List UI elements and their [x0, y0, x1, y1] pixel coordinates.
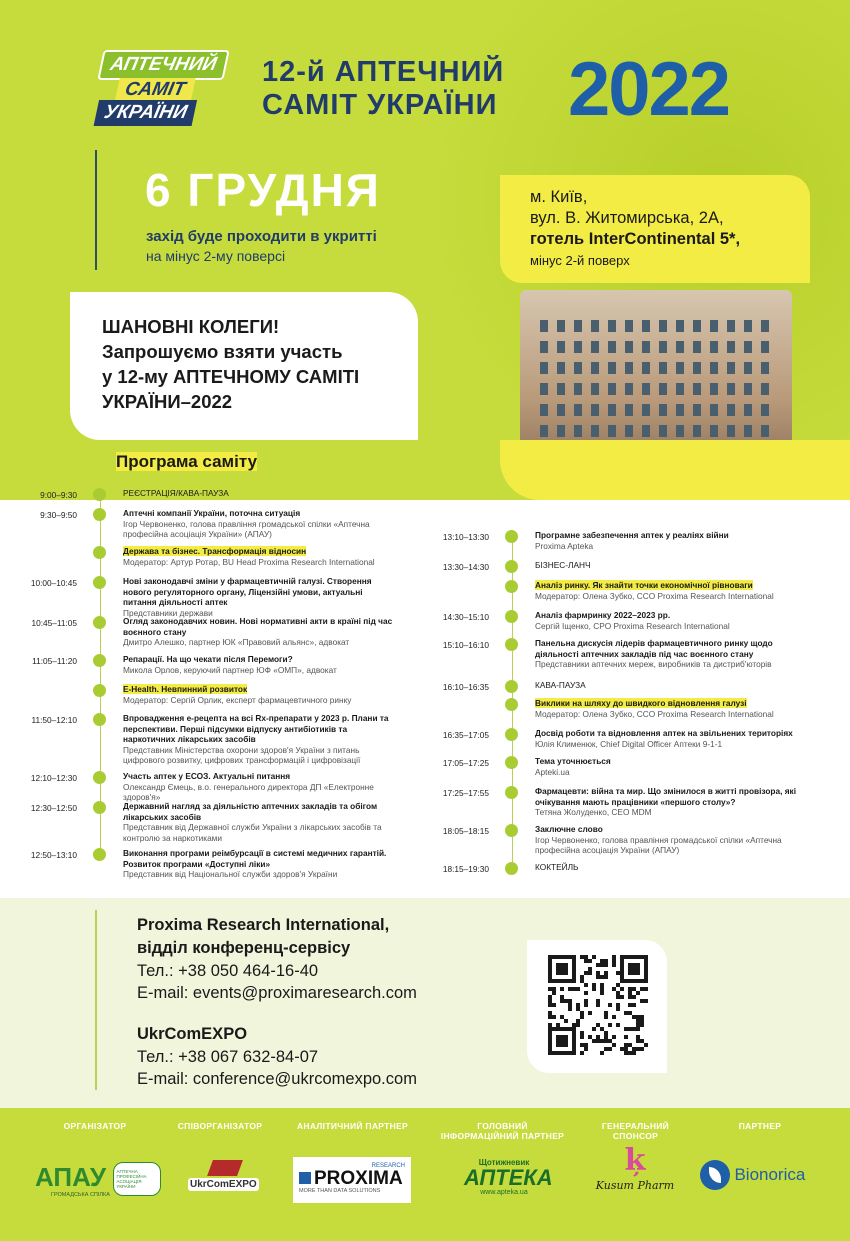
program-item-speaker: Модератор: Олена Зубко, CCO Proxima Research International: [535, 708, 774, 719]
hotel-window: [625, 362, 633, 374]
qr-module: [644, 1043, 648, 1047]
program-right-column: [427, 530, 827, 890]
program-item-time: 11:50–12:10: [31, 715, 77, 725]
hotel-window: [744, 383, 752, 395]
apteka-logo[interactable]: Щотижневик АПТЕКА www.apteka.ua: [464, 1158, 553, 1196]
hotel-window: [608, 341, 616, 353]
program-item-title: Репарації. На що чекати після Перемоги?: [123, 654, 293, 664]
timeline-dot-icon: [93, 654, 106, 667]
program-item-time: 9:00–9:30: [40, 490, 77, 500]
hotel-window: [659, 341, 667, 353]
qr-module: [604, 963, 608, 967]
program-item-time: 15:10–16:10: [442, 640, 489, 650]
qr-module: [612, 963, 616, 967]
hotel-window: [591, 383, 599, 395]
hotel-window: [761, 320, 769, 332]
hotel-window: [540, 404, 548, 416]
program-item-content: [535, 530, 805, 551]
program-item-title: Нові законодавчі зміни у фармацевтичній галузі. Створення нового регуляторного органу, Ліцензійні умови, актуальні питання діяльності аптек: [123, 576, 372, 607]
hotel-window: [591, 404, 599, 416]
label-info-partner: ГОЛОВНИЙ ІНФОРМАЦІЙНИЙ ПАРТНЕР: [440, 1121, 565, 1141]
hotel-window: [676, 404, 684, 416]
program-item-speaker: Представник Міністерства охорони здоров'я України з питань цифрового розвитку, цифрових трансформацій і цифровізації: [123, 744, 361, 765]
program-item-speaker: Модератор: Артур Ротар, BU Head Proxima Research International: [123, 556, 375, 567]
program-item-title: Впровадження е-рецепта на всі Rx-препарати у 2023 р. Плани та перспективи. Перші підсумки відпуску антибіотиків та наркотичних лікарських засобів: [123, 713, 389, 744]
program-item-time: 14:30–15:10: [442, 612, 489, 622]
qr-module: [576, 987, 580, 991]
qr-module: [612, 1015, 616, 1019]
qr-module: [608, 1023, 612, 1027]
qr-module: [600, 991, 604, 995]
event-year: 2022: [568, 47, 730, 132]
timeline-dot-icon: [93, 508, 106, 521]
program-item-content: [535, 560, 805, 571]
contacts-divider: [95, 910, 97, 1090]
program-item-title: Держава та бізнес. Трансформація відносин: [123, 546, 307, 556]
program-item-title: КАВА-ПАУЗА: [535, 680, 586, 690]
qr-module: [612, 1043, 616, 1047]
hotel-window: [744, 425, 752, 437]
qr-module: [620, 995, 624, 999]
hotel-window: [557, 404, 565, 416]
qr-module: [592, 987, 596, 991]
qr-module: [588, 959, 592, 963]
program-item-time: 10:00–10:45: [30, 578, 77, 588]
hotel-window: [574, 362, 582, 374]
program-item-time: 17:25–17:55: [442, 788, 489, 798]
program-item-content: [123, 546, 393, 567]
program-item-speaker: Сергій Іщенко, CPO Proxima Research International: [535, 620, 730, 631]
qr-module: [556, 1023, 560, 1027]
program-item-title: Виконання програми реімбурсації в системі медичних гарантій. Розвиток програми «Доступні ліки»: [123, 848, 387, 869]
timeline-dot-icon: [93, 616, 106, 629]
timeline-dot-icon: [93, 771, 106, 784]
qr-finder: [556, 1035, 568, 1047]
program-item-title: Участь аптек у ЕСОЗ. Актуальні питання: [123, 771, 291, 781]
program-item-time: 12:30–12:50: [30, 803, 77, 813]
proxima-logo[interactable]: RESEARCH PROXIMA MORE THAN DATA SOLUTIONS: [293, 1157, 411, 1203]
program-item-speaker: Тетяна Жолуденко, CEO MDM: [535, 807, 652, 817]
hotel-window: [710, 404, 718, 416]
hotel-window: [676, 362, 684, 374]
qr-module: [552, 1003, 556, 1007]
timeline-dot-icon: [93, 488, 106, 501]
qr-module: [616, 1007, 620, 1011]
program-item-time: 13:30–14:30: [442, 562, 489, 572]
yellow-band: [500, 440, 850, 500]
hotel-window: [744, 320, 752, 332]
qr-module: [640, 1023, 644, 1027]
program-item-time: 18:15–19:30: [442, 864, 489, 874]
program-item-content: [123, 616, 393, 648]
hotel-window: [574, 425, 582, 437]
hotel-window: [727, 362, 735, 374]
hotel-window: [693, 425, 701, 437]
invitation-box: ШАНОВНІ КОЛЕГИ! Запрошуємо взяти участь у 12-му АПТЕЧНОМУ САМІТІ УКРАЇНИ–2022: [70, 292, 418, 440]
program-item-speaker: Proxima Apteka: [535, 540, 594, 551]
label-co-organizer: СПІВОРГАНІЗАТОР: [177, 1121, 263, 1131]
qr-module: [596, 1003, 600, 1007]
bionorica-logo[interactable]: Bionorica: [700, 1160, 820, 1190]
kusum-emblem-icon: ķ: [624, 1143, 646, 1178]
timeline-dot-icon: [505, 824, 518, 837]
hotel-window: [540, 320, 548, 332]
program-item-title: Державний нагляд за діяльністю аптечних закладів та обігом лікарських засобів: [123, 801, 378, 822]
hotel-window: [676, 383, 684, 395]
qr-module: [636, 991, 640, 995]
hotel-window: [608, 362, 616, 374]
program-item-content: [123, 654, 393, 675]
qr-finder: [556, 963, 568, 975]
program-item-speaker: Представники аптечних мереж, виробників та дистриб'юторів: [535, 659, 772, 669]
qr-module: [576, 1023, 580, 1027]
hotel-window: [574, 341, 582, 353]
apau-logo[interactable]: АПАУ АПТЕЧНА ПРОФЕСІЙНА АСОЦІАЦІЯ УКРАЇНИ ГРОМАДСЬКА СПІЛКА: [35, 1162, 161, 1198]
program-item-title: БІЗНЕС-ЛАНЧ: [535, 560, 591, 570]
qr-module: [612, 1035, 616, 1039]
program-item-time: 11:05–11:20: [32, 656, 77, 666]
hotel-window: [540, 383, 548, 395]
hotel-window: [693, 341, 701, 353]
qr-module: [604, 1015, 608, 1019]
timeline-dot-icon: [505, 560, 518, 573]
hotel-window: [642, 362, 650, 374]
hotel-window: [727, 383, 735, 395]
hotel-window: [574, 383, 582, 395]
program-item-speaker: Ігор Червоненко, голова правління громадської спілки «Аптечна професійна асоціація України» (АПАУ): [123, 518, 370, 539]
hotel-window: [608, 383, 616, 395]
hotel-window: [693, 404, 701, 416]
hotel-window: [693, 320, 701, 332]
program-item-content: [123, 508, 393, 540]
program-item-title: Аналіз фармринку 2022–2023 рр.: [535, 610, 671, 620]
date-note-floor: на мінус 2-му поверсі: [146, 248, 286, 264]
kusum-logo[interactable]: ķ Kusum Pharm: [590, 1145, 680, 1192]
qr-module: [644, 987, 648, 991]
hotel-window: [659, 404, 667, 416]
bionorica-leaf-icon: [700, 1160, 730, 1190]
timeline-dot-icon: [505, 728, 518, 741]
hotel-window: [608, 425, 616, 437]
timeline-dot-icon: [505, 638, 518, 651]
hotel-window: [625, 383, 633, 395]
timeline-dot-icon: [505, 862, 518, 875]
hotel-window: [761, 383, 769, 395]
program-item-content: [535, 698, 805, 719]
contact-org2: UkrComEXPO: [137, 1025, 248, 1043]
hotel-window: [676, 425, 684, 437]
timeline-dot-icon: [93, 684, 106, 697]
program-item-content: [123, 684, 393, 705]
program-item-speaker: Микола Орлов, керуючий партнер ЮФ «ОМП», адвокат: [123, 664, 337, 675]
hotel-window: [540, 362, 548, 374]
hotel-window: [642, 383, 650, 395]
program-item-time: 17:05–17:25: [442, 758, 489, 768]
hotel-window: [642, 341, 650, 353]
hotel-window: [608, 404, 616, 416]
timeline-dot-icon: [505, 530, 518, 543]
program-item-title: Огляд законодавчих новин. Нові нормативні акти в країні під час воєнного стану: [123, 616, 393, 637]
timeline-dot-icon: [505, 786, 518, 799]
hotel-window: [710, 362, 718, 374]
timeline-dot-icon: [93, 713, 106, 726]
hotel-window: [591, 320, 599, 332]
program-item-time: 16:35–17:05: [442, 730, 489, 740]
program-item-content: [535, 610, 805, 631]
venue-box: м. Київ, вул. В. Житомирська, 2А, готель InterContinental 5*, мінус 2-й поверх: [500, 175, 810, 283]
qr-module: [552, 991, 556, 995]
program-item-time: 10:45–11:05: [31, 618, 77, 628]
qr-module: [592, 1027, 596, 1031]
program-item-title: Програмне забезпечення аптек у реаліях війни: [535, 530, 729, 540]
program-item-speaker: Дмитро Алешко, партнер ЮК «Правовий альянс», адвокат: [123, 637, 350, 647]
hotel-window: [659, 425, 667, 437]
qr-module: [624, 1035, 628, 1039]
program-title: Програма саміту: [116, 452, 258, 471]
hotel-window: [591, 341, 599, 353]
program-item-content: [535, 580, 805, 601]
label-analytic-partner: АНАЛІТИЧНИЙ ПАРТНЕР: [296, 1121, 408, 1131]
summit-logo: АПТЕЧНИЙ САМІТ УКРАЇНИ: [86, 50, 238, 132]
qr-module: [592, 955, 596, 959]
program-item-title: Аналіз ринку. Як знайти точки економічної рівноваги: [535, 580, 753, 590]
hotel-window: [591, 425, 599, 437]
program-item-title: Панельна дискусія лідерів фармацевтичного ринку щодо діяльності аптечних закладів під час воєнного стану: [535, 638, 773, 659]
event-title: 12-й АПТЕЧНИЙ САМІТ УКРАЇНИ: [262, 56, 505, 121]
program-item-title: КОКТЕЙЛЬ: [535, 862, 579, 872]
qr-module: [632, 1051, 636, 1055]
program-item-title: Фармацевти: війна та мир. Що змінилося в житті провізора, які очікування мають працівники «першого столу»?: [535, 786, 797, 807]
hotel-window: [642, 404, 650, 416]
program-item-content: [123, 576, 393, 618]
contact-org1: Proxima Research International,: [137, 916, 390, 934]
program-item-title: Тема уточнюється: [535, 756, 611, 766]
hotel-window: [744, 341, 752, 353]
qr-module: [608, 1047, 612, 1051]
qr-module: [580, 1015, 584, 1019]
hotel-window: [625, 320, 633, 332]
hotel-window: [761, 362, 769, 374]
program-item-time: 9:30–9:50: [40, 510, 77, 520]
hotel-window: [642, 425, 650, 437]
contact-email2[interactable]: E-mail: conference@ukrcomexpo.com: [137, 1070, 417, 1088]
program-item-content: [123, 771, 393, 803]
program-item-content: [535, 786, 805, 818]
hotel-window: [710, 383, 718, 395]
timeline-dot-icon: [93, 546, 106, 559]
timeline-dot-icon: [505, 698, 518, 711]
qr-module: [616, 971, 620, 975]
timeline-dot-icon: [505, 580, 518, 593]
program-item-speaker: Представник від Державної служби України з лікарських засобів та контролю за наркотиками: [123, 822, 382, 843]
program-item-time: 12:10–12:30: [30, 773, 77, 783]
program-left-column: [15, 488, 415, 888]
label-partner: ПАРТНЕР: [738, 1121, 782, 1131]
qr-finder: [628, 963, 640, 975]
hotel-window: [676, 341, 684, 353]
qr-module: [620, 987, 624, 991]
hotel-window: [710, 320, 718, 332]
program-item-content: [535, 680, 805, 691]
qr-module: [580, 1035, 584, 1039]
timeline-dot-icon: [93, 576, 106, 589]
program-item-title: E-Health. Невпинний розвиток: [123, 684, 248, 694]
ukrcomexpo-logo[interactable]: UkrComEXPO: [180, 1160, 265, 1195]
hotel-window: [727, 404, 735, 416]
program-item-speaker: Apteki.ua: [535, 766, 570, 777]
qr-module: [568, 1007, 572, 1011]
hotel-window: [608, 320, 616, 332]
hotel-window: [557, 425, 565, 437]
qr-module: [548, 1023, 552, 1027]
program-item-speaker: Ігор Червоненко, голова правління громадської спілки «Аптечна професійна асоціація України (АПАУ): [535, 834, 782, 855]
hotel-window: [557, 362, 565, 374]
qr-module: [560, 987, 564, 991]
program-item-title: РЕЄСТРАЦІЯ/КАВА-ПАУЗА: [123, 488, 229, 498]
hotel-window: [744, 404, 752, 416]
hotel-window: [540, 341, 548, 353]
hotel-window: [659, 362, 667, 374]
qr-module: [584, 1047, 588, 1051]
hotel-window: [625, 404, 633, 416]
hotel-window: [761, 404, 769, 416]
qr-module: [588, 971, 592, 975]
qr-module: [584, 1003, 588, 1007]
qr-module: [564, 1019, 568, 1023]
program-item-speaker: Представники держави: [123, 607, 213, 618]
qr-module: [636, 1027, 640, 1031]
qr-module: [584, 991, 588, 995]
program-item-speaker: Олександр Ємець, в.о. генерального директора ДП «Електронне здоров'я»: [123, 781, 374, 802]
contact-email1[interactable]: E-mail: events@proximaresearch.com: [137, 984, 417, 1002]
program-item-speaker: Модератор: Сергій Орлик, експерт фармацевтичного ринку: [123, 694, 352, 705]
date-note: захід буде проходити в укритті: [146, 228, 377, 245]
hotel-window: [557, 320, 565, 332]
hotel-window: [659, 383, 667, 395]
program-item-content: [535, 824, 805, 856]
qr-module: [640, 1047, 644, 1051]
hotel-window: [591, 362, 599, 374]
program-item-title: Виклики на шляху до швидкого відновлення галузі: [535, 698, 747, 708]
qr-module: [644, 999, 648, 1003]
hotel-window: [557, 341, 565, 353]
program-item-title: Досвід роботи та відновлення аптек на звільнених територіях: [535, 728, 793, 738]
program-item-content: [123, 848, 393, 880]
hotel-window: [574, 320, 582, 332]
program-item-content: [535, 756, 805, 777]
hotel-window: [693, 362, 701, 374]
program-item-speaker: Модератор: Олена Зубко, CCO Proxima Research International: [535, 590, 774, 601]
program-item-title: Заключне слово: [535, 824, 603, 834]
hotel-window: [557, 383, 565, 395]
qr-module: [632, 995, 636, 999]
program-item-content: [123, 801, 393, 843]
hotel-window: [625, 425, 633, 437]
qr-module: [616, 1023, 620, 1027]
contact-phone1: Тел.: +38 050 464-16-40: [137, 962, 319, 980]
hotel-window: [642, 320, 650, 332]
program-item-content: [535, 862, 805, 873]
hotel-window: [625, 341, 633, 353]
contact-phone2: Тел.: +38 067 632-84-07: [137, 1048, 319, 1066]
hotel-window: [727, 320, 735, 332]
event-date: 6 ГРУДНЯ: [145, 164, 381, 216]
hotel-window: [540, 425, 548, 437]
hotel-window: [676, 320, 684, 332]
program-item-time: 16:10–16:35: [442, 682, 489, 692]
hotel-window: [761, 425, 769, 437]
timeline-dot-icon: [505, 756, 518, 769]
contact-org1-dept: відділ конференц-сервісу: [137, 939, 351, 957]
program-item-content: [535, 728, 805, 749]
program-item-time: 13:10–13:30: [442, 532, 489, 542]
program-item-content: [123, 488, 393, 499]
qr-module: [588, 1011, 592, 1015]
contacts-section: [0, 898, 850, 1108]
divider: [95, 150, 97, 270]
qr-module: [552, 1015, 556, 1019]
qr-module: [604, 975, 608, 979]
hotel-window: [727, 341, 735, 353]
hotel-window: [710, 341, 718, 353]
qr-module: [608, 1003, 612, 1007]
hotel-window: [659, 320, 667, 332]
label-organizer: ОРГАНІЗАТОР: [63, 1121, 127, 1131]
hotel-window: [744, 362, 752, 374]
timeline-dot-icon: [93, 801, 106, 814]
program-item-content: [535, 638, 805, 670]
program-item-content: [123, 713, 393, 766]
program-item-speaker: Юлія Клименюк, Chief Digital Officer Аптеки 9-1-1: [535, 738, 723, 749]
hotel-window: [693, 383, 701, 395]
qr-module: [580, 1051, 584, 1055]
program-item-speaker: Представник від Національної служби здоров'я України: [123, 869, 338, 879]
label-general-sponsor: ГЕНЕРАЛЬНИЙ СПОНСОР: [601, 1121, 670, 1141]
timeline-dot-icon: [505, 610, 518, 623]
program-item-time: 18:05–18:15: [442, 826, 489, 836]
program-item-time: 12:50–13:10: [30, 850, 77, 860]
qr-module: [584, 983, 588, 987]
qr-module: [600, 1051, 604, 1055]
hotel-window: [727, 425, 735, 437]
hotel-window: [574, 404, 582, 416]
timeline-dot-icon: [505, 680, 518, 693]
qr-module: [632, 1003, 636, 1007]
program-item-title: Аптечні компанії України, поточна ситуація: [123, 508, 301, 518]
qr-code[interactable]: [548, 955, 648, 1055]
timeline-dot-icon: [93, 848, 106, 861]
hotel-window: [761, 341, 769, 353]
hotel-window: [710, 425, 718, 437]
